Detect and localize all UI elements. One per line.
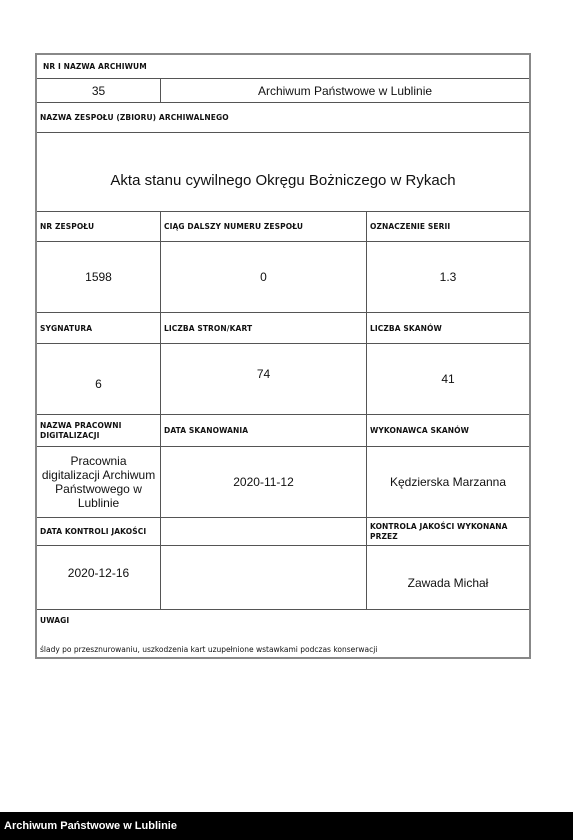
archive-row bbox=[37, 79, 529, 103]
footer-bar bbox=[0, 812, 573, 840]
scan-operator: Kędzierska Marzanna bbox=[389, 475, 507, 489]
row1-values bbox=[37, 242, 529, 313]
fonds-number-continuation: 0 bbox=[161, 242, 367, 312]
fonds-number: 1598 bbox=[37, 242, 161, 312]
scan-date-header: DATA SKANOWANIA bbox=[161, 415, 367, 446]
row1-headers bbox=[37, 212, 529, 242]
quality-checker: Zawada Michał bbox=[407, 575, 489, 590]
fonds-number-continuation-header: CIĄG DALSZY NUMERU ZESPOŁU bbox=[161, 212, 367, 241]
quality-check-date-header: DATA KONTROLI JAKOŚCI bbox=[37, 518, 161, 545]
quality-checker-header: KONTROLA JAKOŚCI WYKONANA PRZEZ bbox=[370, 521, 508, 541]
digitization-lab-header: NAZWA PRACOWNI DIGITALIZACJI bbox=[37, 415, 161, 446]
signature-header: SYGNATURA bbox=[37, 313, 161, 343]
metadata-sheet bbox=[35, 53, 531, 659]
fonds-header-row bbox=[37, 103, 529, 133]
archive-header-row bbox=[37, 55, 529, 79]
footer-text: Archiwum Państwowe w Lublinie bbox=[4, 820, 177, 832]
empty-header bbox=[161, 518, 367, 545]
signature: 6 bbox=[37, 344, 161, 414]
empty-value bbox=[161, 546, 367, 609]
page-count: 74 bbox=[161, 344, 367, 414]
page-count-header: LICZBA STRON/KART bbox=[161, 313, 367, 343]
remarks-row bbox=[37, 610, 529, 661]
digitization-lab: Pracownia digitalizacji Archiwum Państwowego w Lublinie bbox=[37, 447, 161, 517]
scan-operator-header: WYKONAWCA SKANÓW bbox=[370, 426, 470, 435]
series-designation: 1.3 bbox=[439, 270, 457, 284]
row3-headers bbox=[37, 415, 529, 447]
archive-name: Archiwum Państwowe w Lublinie bbox=[257, 83, 433, 98]
fonds-row bbox=[37, 133, 529, 212]
remarks-cell bbox=[37, 610, 529, 661]
remarks-text: ślady po przesznurowaniu, uszkodzenia kart uzupełnione wstawkami podczas konserwacji bbox=[40, 645, 378, 654]
fonds-header: NAZWA ZESPOŁU (ZBIORU) ARCHIWALNEGO bbox=[40, 113, 229, 122]
series-header: OZNACZENIE SERII bbox=[370, 222, 451, 231]
quality-check-date: 2020-12-16 bbox=[37, 546, 161, 609]
scan-count-header: LICZBA SKANÓW bbox=[370, 323, 442, 333]
fonds-name: Akta stanu cywilnego Okręgu Bożniczego w Rykach bbox=[110, 171, 456, 189]
remarks-header: UWAGI bbox=[40, 616, 70, 625]
archive-header: NR I NAZWA ARCHIWUM bbox=[43, 62, 147, 71]
row4-headers bbox=[37, 518, 529, 546]
row2-values bbox=[37, 344, 529, 415]
row2-headers bbox=[37, 313, 529, 344]
scan-count: 41 bbox=[441, 372, 455, 386]
fonds-number-header: NR ZESPOŁU bbox=[37, 212, 161, 241]
scan-date: 2020-11-12 bbox=[161, 447, 367, 517]
archive-number: 35 bbox=[37, 79, 161, 102]
row4-values bbox=[37, 546, 529, 610]
row3-values bbox=[37, 447, 529, 518]
